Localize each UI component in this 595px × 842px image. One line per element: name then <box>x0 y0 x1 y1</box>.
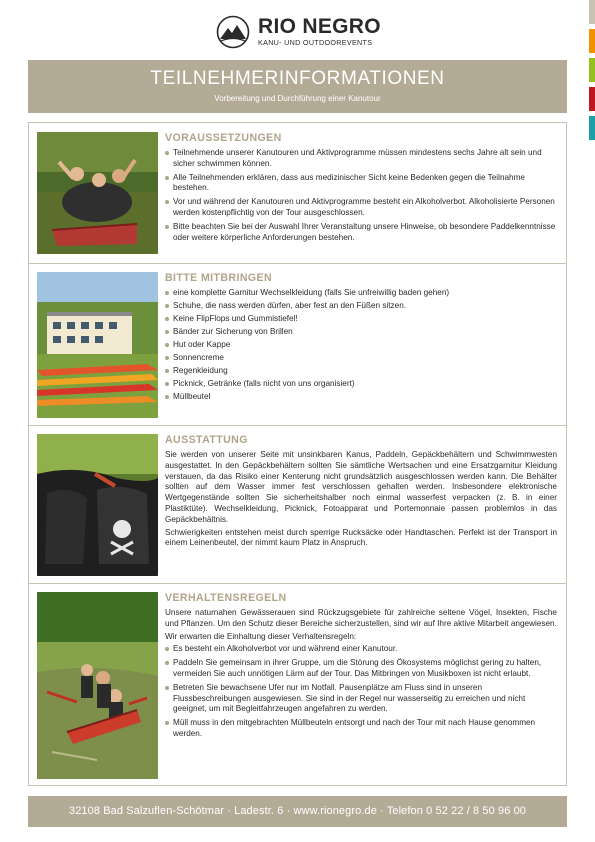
divider <box>29 263 566 264</box>
list-item: Es besteht ein Alkoholverbot vor und während einer Kanutour. <box>165 644 557 655</box>
paragraph: Unsere naturnahen Gewässerauen sind Rückzugsgebiete für zahlreiche seltene Vögel, Insekten, Fische und Pflanzen. Um den Schutz dieser Bereiche sicherzustellen, sind wir auf Ihre aktive Mitarbeit angewiesen. <box>165 608 557 628</box>
list-item: Paddeln Sie gemeinsam in ihrer Gruppe, um die Störung des Ökosystems möglichst gering zu halten, vermeiden Sie auch unnötigen Lärm auf der Tour. Das Mitbringen von Musikboxen ist nicht erlaubt. <box>165 658 557 680</box>
content-box <box>28 122 567 786</box>
section-title: VORAUSSETZUNGEN <box>165 132 282 144</box>
logo <box>216 12 381 52</box>
list-item: Alle Teilnehmenden erklären, dass aus medizinischer Sicht keine Bedenken gegen die Teilnahme bestehen. <box>165 173 557 195</box>
photo-canoe-group <box>37 132 158 254</box>
color-strip <box>589 87 595 111</box>
photo-kayaks-building <box>37 272 158 418</box>
list-item: Müll muss in den mitgebrachten Müllbeuteln entsorgt und nach der Tour mit nach Hause genommen werden. <box>165 718 557 740</box>
list-item: Teilnehmende unserer Kanutouren und Aktivprogramme müssen mindestens sechs Jahre alt sein und sicher schwimmen können. <box>165 148 557 170</box>
section-voraussetzungen <box>165 132 557 246</box>
logo-name: RIO NEGRO <box>258 15 381 38</box>
paragraph: Wir erwarten die Einhaltung dieser Verhaltensregeln: <box>165 631 357 641</box>
color-strip <box>589 58 595 82</box>
list-item: Sonnencreme <box>165 353 557 364</box>
section-title: VERHALTENSREGELN <box>165 592 287 604</box>
list-item: Keine FlipFlops und Gummistiefel! <box>165 314 557 325</box>
list-item: Picknick, Getränke (falls nicht von uns organisiert) <box>165 379 557 390</box>
list-item: Regenkleidung <box>165 366 557 377</box>
list-item: Bänder zur Sicherung von Brillen <box>165 327 557 338</box>
list-item: Betreten Sie bewachsene Ufer nur im Notfall. Pausenplätze am Fluss sind in unseren Flussbeschreibungen ausgewiesen. Sie sind in der Regel nur wasserseitig zu erreichen und nicht geeignet, um mit Begleitfahrzeugen angefahren zu werden. <box>165 683 557 715</box>
section-title: AUSSTATTUNG <box>165 434 248 446</box>
section-mitbringen <box>165 272 557 405</box>
list-item: Müllbeutel <box>165 392 557 403</box>
list-item: Vor und während der Kanutouren und Aktivprogramme besteht ein Alkoholverbot. Alkoholisierte Personen werden kostenpflichtig von der Tour ausgeschlossen. <box>165 197 557 219</box>
color-strips <box>589 0 595 150</box>
photo-life-jackets <box>37 434 158 576</box>
section-ausstattung <box>165 434 557 551</box>
color-strip <box>589 29 595 53</box>
header-banner <box>28 60 567 113</box>
divider <box>29 583 566 584</box>
mountain-logo-icon <box>216 15 250 49</box>
footer-contact: 32108 Bad Salzuflen-Schötmar · Ladestr. 6 · www.rionegro.de · Telefon 0 52 22 / 8 50 96 00 <box>28 796 567 827</box>
list-item: Bitte beachten Sie bei der Auswahl Ihrer Veranstaltung unsere Hinweise, ob besondere Paddelkenntnisse oder weitere körperliche Anforderungen bestehen. <box>165 222 557 244</box>
divider <box>29 425 566 426</box>
photo-family-canoe <box>37 592 158 779</box>
list-item: eine komplette Garnitur Wechselkleidung (falls Sie unfreiwillig baden gehen) <box>165 288 557 299</box>
page-title: TEILNEHMERINFORMATIONEN <box>150 68 445 89</box>
section-title: BITTE MITBRINGEN <box>165 272 273 284</box>
color-strip <box>589 0 595 24</box>
paragraph: Sie werden von unserer Seite mit unsinkbaren Kanus, Paddeln, Gepäckbehältern und Schwimmwesten ausgestattet. In den Gepäckbehältern sollten Sie sämtliche Wertsachen und eine Ersatzgarnitur Kleidung verstauen, da das Risiko einer Kenterung nicht grundsätzlich ausgeschlossen werden kann. Die Behälter sollten auf dem Wasser immer fest verschlossen gehalten werden. Insbesondere elektronische Wertgegenstände sollten Sie sicherheitshalber noch einmal wasserfest verpacken (z. B. in einer Plastiktüte). Wechselkleidung, Picknick, Fotoapparat und Portemonnaie passen problemlos in das Gepäckbehältnis. <box>165 450 557 524</box>
list-item: Hut oder Kappe <box>165 340 557 351</box>
color-strip <box>589 116 595 140</box>
logo-subtitle: KANU- UND OUTDOOREVENTS <box>258 38 373 47</box>
list-item: Schuhe, die nass werden dürfen, aber fest an den Füßen sitzen. <box>165 301 557 312</box>
page-subtitle: Vorbereitung und Durchführung einer Kanutour <box>214 94 381 103</box>
paragraph: Schwierigkeiten entstehen meist durch sperrige Rucksäcke oder Handtaschen. Perfekt ist der Transport in einem Leinenbeutel, der nimmt kaum Platz in Anspruch. <box>165 527 557 548</box>
section-verhaltensregeln <box>165 592 557 743</box>
